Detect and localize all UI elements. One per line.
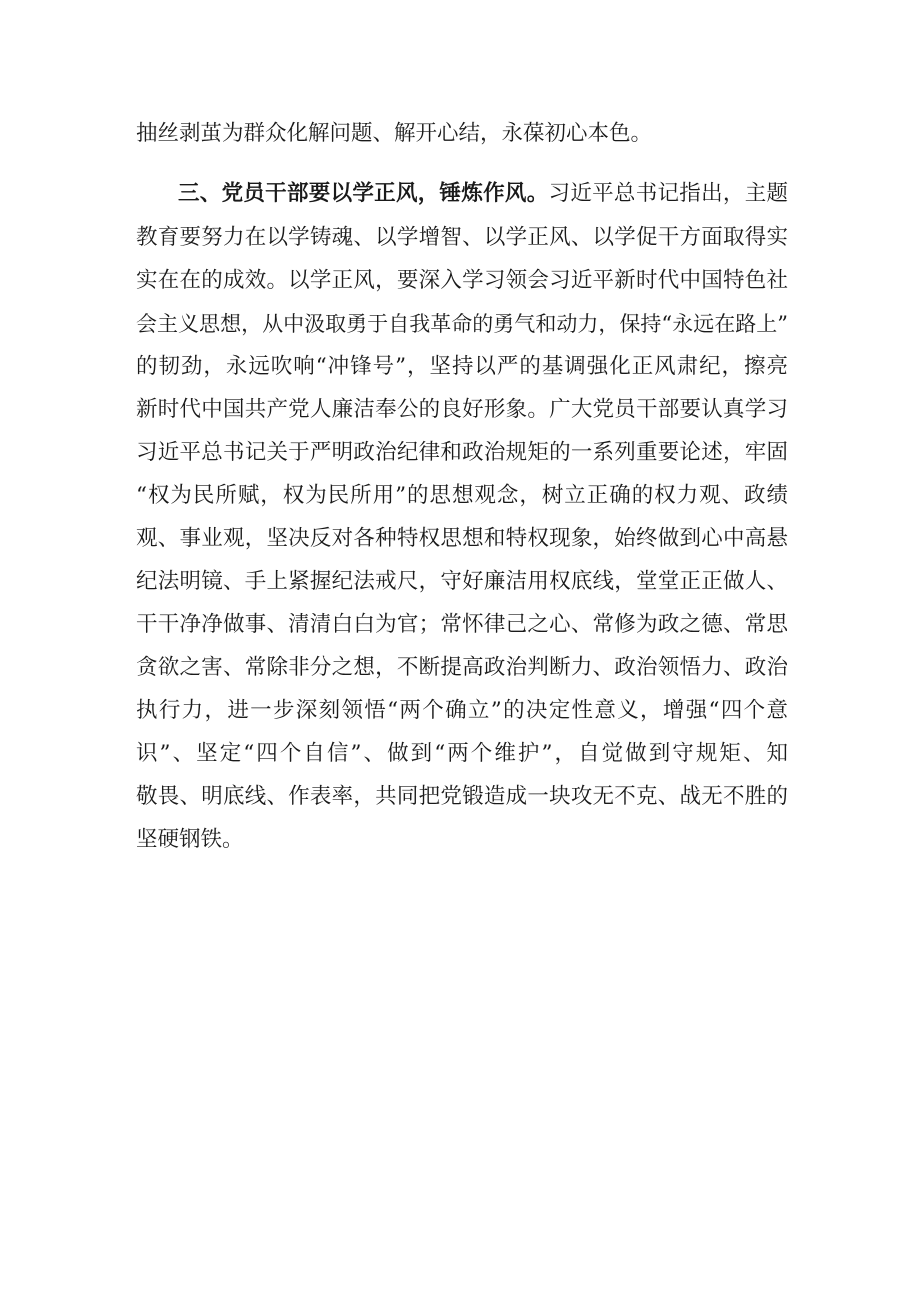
body-line: 教育要努力在以学铸魂、以学增智、以学正风、以学促干方面取得实 [136,225,788,250]
body-line: 贪欲之害、常除非分之想，不断提高政治判断力、政治领悟力、政治 [136,655,788,680]
body-line: 会主义思想，从中汲取勇于自我革命的勇气和动力，保持“永远在路上” [136,311,788,336]
body-line-last: 坚硬钢铁。 [136,827,244,852]
body-line: 识”、坚定“四个自信”、做到“两个维护”，自觉做到守规矩、知 [136,741,788,766]
body-line: “权为民所赋，权为民所用”的思想观念，树立正确的权力观、政绩 [136,483,788,508]
body-line: 干干净净做事、清清白白为官；常怀律己之心、常修为政之德、常思 [136,612,788,637]
section-first-line [178,178,788,210]
body-line: 敬畏、明底线、作表率，共同把党锻造成一块攻无不克、战无不胜的 [136,784,788,809]
body-line: 观、事业观，坚决反对各种特权思想和特权现象，始终做到心中高悬 [136,526,788,551]
body-line: 习近平总书记关于严明政治纪律和政治规矩的一系列重要论述，牢固 [136,440,788,465]
body-line: 执行力，进一步深刻领悟“两个确立”的决定性意义，增强“四个意 [136,698,788,723]
body-line: 实在在的成效。以学正风，要深入学习领会习近平新时代中国特色社 [136,268,788,293]
body-line: 纪法明镜、手上紧握纪法戒尺，守好廉洁用权底线，堂堂正正做人、 [136,569,788,594]
carryover-line: 抽丝剥茧为群众化解问题、解开心结，永葆初心本色。 [136,121,653,146]
section-first-line-text: 习近平总书记指出，主题 [548,181,788,206]
section-heading: 三、党员干部要以学正风，锤炼作风。 [178,181,549,206]
body-line: 新时代中国共产党人廉洁奉公的良好形象。广大党员干部要认真学习 [136,397,788,422]
body-line: 的韧劲，永远吹响“冲锋号”，坚持以严的基调强化正风肃纪，擦亮 [136,354,788,379]
